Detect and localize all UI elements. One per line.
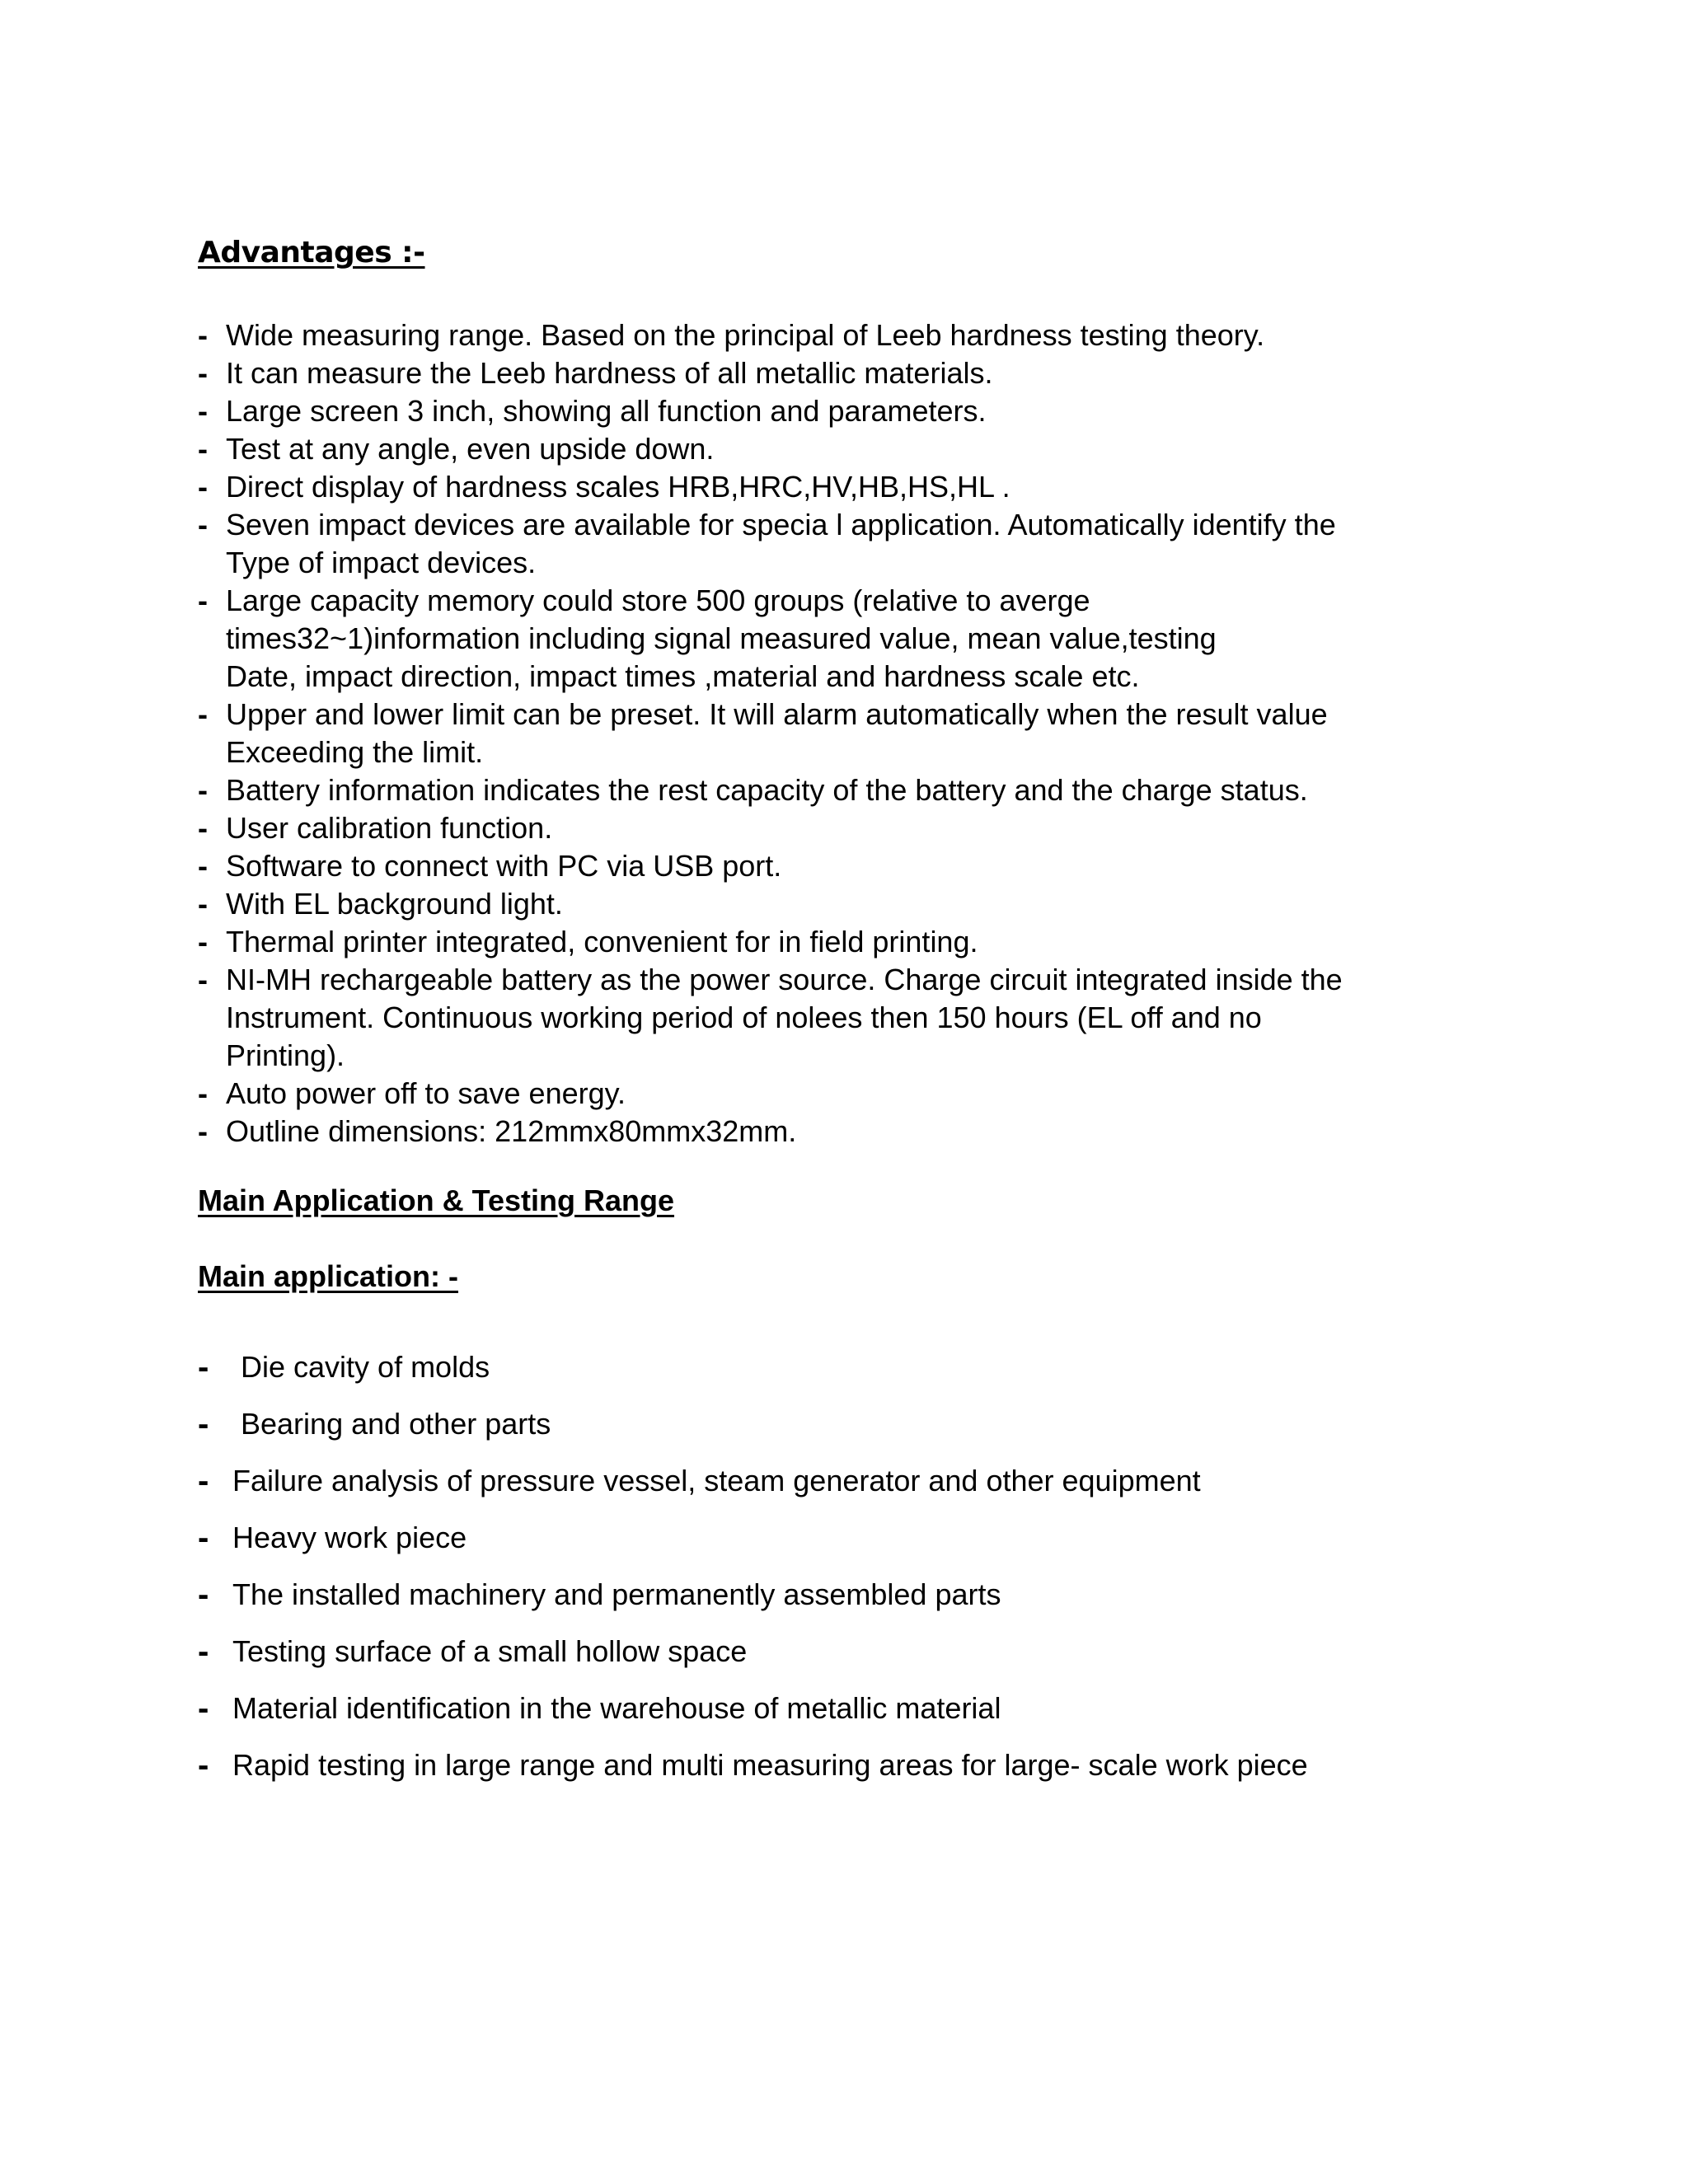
- application-text: Testing surface of a small hollow space: [232, 1634, 748, 1668]
- application-item: [198, 1633, 1484, 1690]
- advantage-item: [198, 771, 1484, 809]
- application-item: [198, 1519, 1484, 1576]
- bullet-dash: -: [198, 318, 208, 352]
- advantage-item: [198, 1075, 1484, 1113]
- application-text: Die cavity of molds: [241, 1350, 490, 1384]
- advantage-item: [198, 809, 1484, 847]
- application-text: Rapid testing in large range and multi measuring areas for large- scale work piece: [232, 1748, 1308, 1782]
- advantage-line: Software to connect with PC via USB port.: [226, 849, 782, 883]
- advantage-item: [198, 923, 1484, 961]
- advantage-item: [198, 430, 1484, 468]
- bullet-dash: -: [198, 1690, 209, 1727]
- application-item: [198, 1690, 1484, 1746]
- bullet-dash: -: [198, 1349, 209, 1385]
- bullet-dash: -: [198, 470, 208, 504]
- advantage-line: Upper and lower limit can be preset. It will alarm automatically when the result value: [226, 697, 1328, 731]
- main-application-list: [198, 1348, 1484, 1803]
- main-application-heading: Main application: -: [198, 1259, 459, 1293]
- advantage-line: Auto power off to save energy.: [226, 1076, 626, 1110]
- application-text: Heavy work piece: [232, 1521, 467, 1554]
- advantage-item: [198, 961, 1484, 1075]
- bullet-dash: -: [198, 849, 208, 883]
- advantage-text: [226, 430, 1484, 468]
- advantage-text: [226, 923, 1484, 961]
- application-text: Failure analysis of pressure vessel, steam generator and other equipment: [232, 1464, 1201, 1497]
- application-text: The installed machinery and permanently assembled parts: [232, 1577, 1001, 1611]
- advantage-text: [226, 316, 1484, 354]
- advantage-line: NI-MH rechargeable battery as the power source. Charge circuit integrated inside the: [226, 963, 1343, 996]
- advantage-text: [226, 1075, 1484, 1113]
- advantage-text: [226, 809, 1484, 847]
- application-item: [198, 1746, 1484, 1803]
- advantage-line: Exceeding the limit.: [226, 735, 484, 769]
- advantage-item: [198, 354, 1484, 392]
- advantage-line: Seven impact devices are available for specia l application. Automatically identify the: [226, 508, 1336, 541]
- bullet-dash: -: [198, 1633, 209, 1670]
- advantage-text: [226, 847, 1484, 885]
- advantage-text: [226, 961, 1484, 1075]
- advantage-item: [198, 468, 1484, 506]
- advantage-item: [198, 582, 1484, 696]
- advantage-line: User calibration function.: [226, 811, 553, 845]
- advantage-text: [226, 885, 1484, 923]
- advantage-line: Wide measuring range. Based on the principal of Leeb hardness testing theory.: [226, 318, 1265, 352]
- advantage-line: Outline dimensions: 212mmx80mmx32mm.: [226, 1114, 797, 1148]
- advantage-line: Instrument. Continuous working period of nolees then 150 hours (EL off and no: [226, 1001, 1262, 1034]
- advantage-line: With EL background light.: [226, 887, 563, 921]
- advantage-item: [198, 1113, 1484, 1151]
- advantage-text: [226, 582, 1484, 696]
- advantage-text: [226, 506, 1484, 582]
- bullet-dash: -: [198, 887, 208, 921]
- advantage-line: It can measure the Leeb hardness of all metallic materials.: [226, 356, 993, 390]
- application-item: [198, 1405, 1484, 1462]
- bullet-dash: -: [198, 583, 208, 617]
- bullet-dash: -: [198, 773, 208, 807]
- application-item: [198, 1576, 1484, 1633]
- advantage-text: [226, 771, 1484, 809]
- bullet-dash: -: [198, 697, 208, 731]
- application-text: Material identification in the warehouse of metallic material: [232, 1691, 1001, 1725]
- application-item: [198, 1348, 1484, 1405]
- advantage-line: Direct display of hardness scales HRB,HRC,HV,HB,HS,HL .: [226, 470, 1010, 504]
- application-item: [198, 1462, 1484, 1519]
- bullet-dash: -: [198, 1747, 209, 1783]
- application-text: Bearing and other parts: [241, 1407, 551, 1441]
- main-application-testing-range-heading: Main Application & Testing Range: [198, 1183, 675, 1217]
- advantage-line: Large screen 3 inch, showing all function and parameters.: [226, 394, 987, 428]
- advantage-item: [198, 885, 1484, 923]
- advantage-item: [198, 316, 1484, 354]
- advantage-line: Test at any angle, even upside down.: [226, 432, 715, 466]
- advantages-list: [198, 316, 1484, 1151]
- bullet-dash: -: [198, 1406, 209, 1442]
- advantage-text: [226, 468, 1484, 506]
- advantage-line: Type of impact devices.: [226, 546, 537, 579]
- bullet-dash: -: [198, 356, 208, 390]
- advantage-line: Thermal printer integrated, convenient for in field printing.: [226, 925, 978, 958]
- bullet-dash: -: [198, 432, 208, 466]
- advantages-heading: Advantages :-: [198, 236, 425, 269]
- bullet-dash: -: [198, 394, 208, 428]
- advantage-item: [198, 392, 1484, 430]
- advantage-text: [226, 392, 1484, 430]
- bullet-dash: -: [198, 811, 208, 845]
- advantage-item: [198, 847, 1484, 885]
- bullet-dash: -: [198, 1520, 209, 1556]
- bullet-dash: -: [198, 963, 208, 996]
- advantage-line: Printing).: [226, 1038, 345, 1072]
- advantage-line: times32~1)information including signal measured value, mean value,testing: [226, 621, 1217, 655]
- advantage-line: Battery information indicates the rest capacity of the battery and the charge status.: [226, 773, 1308, 807]
- bullet-dash: -: [198, 1076, 208, 1110]
- bullet-dash: -: [198, 1463, 209, 1499]
- advantage-text: [226, 696, 1484, 771]
- advantage-item: [198, 696, 1484, 771]
- advantage-line: Date, impact direction, impact times ,material and hardness scale etc.: [226, 659, 1140, 693]
- bullet-dash: -: [198, 1114, 208, 1148]
- advantage-item: [198, 506, 1484, 582]
- advantage-line: Large capacity memory could store 500 groups (relative to averge: [226, 583, 1090, 617]
- bullet-dash: -: [198, 508, 208, 541]
- bullet-dash: -: [198, 1577, 209, 1613]
- bullet-dash: -: [198, 925, 208, 958]
- advantage-text: [226, 354, 1484, 392]
- advantage-text: [226, 1113, 1484, 1151]
